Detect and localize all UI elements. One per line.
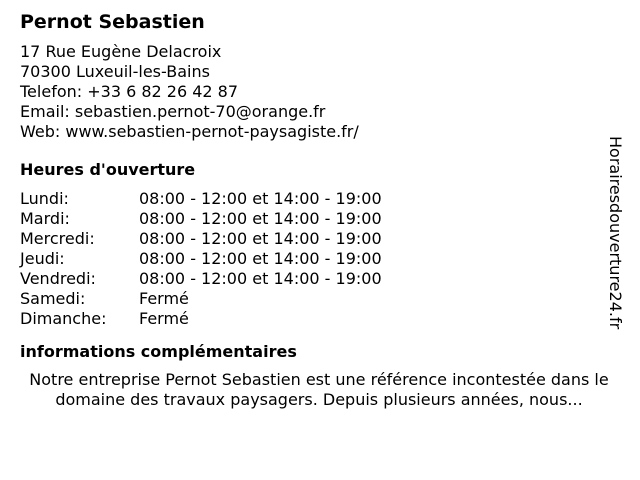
day-label: Lundi: (20, 189, 69, 208)
day-time: 08:00 - 12:00 et 14:00 - 19:00 (139, 229, 382, 248)
address-street: 17 Rue Eugène Delacroix (20, 42, 222, 61)
day-label: Vendredi: (20, 269, 96, 288)
site-watermark: Horairesdouverture24.fr (606, 136, 625, 330)
day-label: Dimanche: (20, 309, 107, 328)
hours-row (20, 249, 610, 269)
hours-row (20, 209, 610, 229)
business-name: Pernot Sebastien (20, 11, 205, 33)
day-label: Mercredi: (20, 229, 95, 248)
day-time: Fermé (139, 309, 189, 328)
hours-row (20, 309, 610, 329)
hours-heading: Heures d'ouverture (20, 160, 196, 179)
website-line[interactable]: Web: www.sebastien-pernot-paysagiste.fr/ (20, 122, 359, 141)
hours-row (20, 229, 610, 249)
day-label: Samedi: (20, 289, 86, 308)
day-time: 08:00 - 12:00 et 14:00 - 19:00 (139, 269, 382, 288)
day-label: Jeudi: (20, 249, 65, 268)
day-label: Mardi: (20, 209, 70, 228)
info-heading: informations complémentaires (20, 342, 297, 361)
day-time: 08:00 - 12:00 et 14:00 - 19:00 (139, 209, 382, 228)
phone-line[interactable]: Telefon: +33 6 82 26 42 87 (20, 82, 239, 101)
email-line[interactable]: Email: sebastien.pernot-70@orange.fr (20, 102, 326, 121)
info-description: Notre entreprise Pernot Sebastien est une référence incontestée dans le domaine des travaux paysagers. Depuis plusieurs années, nous... (29, 370, 609, 409)
business-card (20, 10, 610, 426)
day-time: 08:00 - 12:00 et 14:00 - 19:00 (139, 189, 382, 208)
day-time: 08:00 - 12:00 et 14:00 - 19:00 (139, 249, 382, 268)
hours-row (20, 189, 610, 209)
address-city: 70300 Luxeuil-les-Bains (20, 62, 210, 81)
contact-block (20, 42, 610, 142)
opening-hours (20, 189, 610, 329)
day-time: Fermé (139, 289, 189, 308)
hours-row (20, 289, 610, 309)
hours-row (20, 269, 610, 289)
